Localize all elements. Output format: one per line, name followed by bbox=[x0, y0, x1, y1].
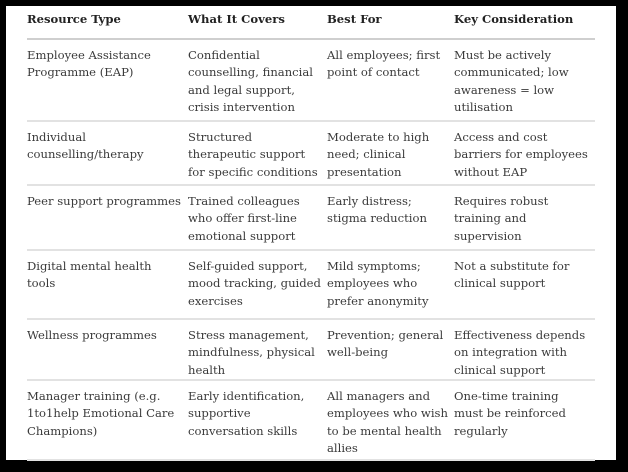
cell-best-for: All managers and employees who wish to be mental health allies bbox=[327, 380, 454, 460]
table-row bbox=[27, 39, 595, 121]
table-row bbox=[27, 319, 595, 380]
cell-resource-type: Employee Assistance Programme (EAP) bbox=[27, 39, 188, 121]
table-row bbox=[27, 121, 595, 185]
cell-resource-type: Individual counselling/therapy bbox=[27, 121, 188, 185]
cell-best-for: Moderate to high need; clinical presentation bbox=[327, 121, 454, 185]
header-row bbox=[27, 6, 595, 39]
cell-resource-type: Manager training (e.g. 1to1help Emotional Care Champions) bbox=[27, 380, 188, 460]
table-row bbox=[27, 250, 595, 319]
table-row bbox=[27, 185, 595, 250]
cell-what-it-covers: Trained colleagues who offer first-line emotional support bbox=[188, 185, 327, 250]
cell-best-for: Prevention; general well-being bbox=[327, 319, 454, 380]
cell-best-for: Mild symptoms; employees who prefer anonymity bbox=[327, 250, 454, 319]
cell-key-consideration: Requires robust training and supervision bbox=[454, 185, 595, 250]
cell-resource-type: Digital mental health tools bbox=[27, 250, 188, 319]
cell-key-consideration: One-time training must be reinforced regularly bbox=[454, 380, 595, 460]
document-panel bbox=[6, 6, 616, 460]
cell-best-for: All employees; first point of contact bbox=[327, 39, 454, 121]
cell-best-for: Early distress; stigma reduction bbox=[327, 185, 454, 250]
header-best-for: Best For bbox=[327, 6, 454, 39]
header-what-it-covers: What It Covers bbox=[188, 6, 327, 39]
cell-what-it-covers: Confidential counselling, financial and legal support, crisis intervention bbox=[188, 39, 327, 121]
cell-key-consideration: Access and cost barriers for employees without EAP bbox=[454, 121, 595, 185]
table-row bbox=[27, 380, 595, 460]
cell-key-consideration: Must be actively communicated; low awareness = low utilisation bbox=[454, 39, 595, 121]
cell-what-it-covers: Stress management, mindfulness, physical health bbox=[188, 319, 327, 380]
cell-key-consideration: Not a substitute for clinical support bbox=[454, 250, 595, 319]
cell-key-consideration: Effectiveness depends on integration with clinical support bbox=[454, 319, 595, 380]
cell-resource-type: Wellness programmes bbox=[27, 319, 188, 380]
resource-table bbox=[27, 6, 595, 461]
cell-resource-type: Peer support programmes bbox=[27, 185, 188, 250]
header-resource-type: Resource Type bbox=[27, 6, 188, 39]
header-key-consideration: Key Consideration bbox=[454, 6, 595, 39]
cell-what-it-covers: Self-guided support, mood tracking, guided exercises bbox=[188, 250, 327, 319]
cell-what-it-covers: Structured therapeutic support for specific conditions bbox=[188, 121, 327, 185]
cell-what-it-covers: Early identification, supportive conversation skills bbox=[188, 380, 327, 460]
